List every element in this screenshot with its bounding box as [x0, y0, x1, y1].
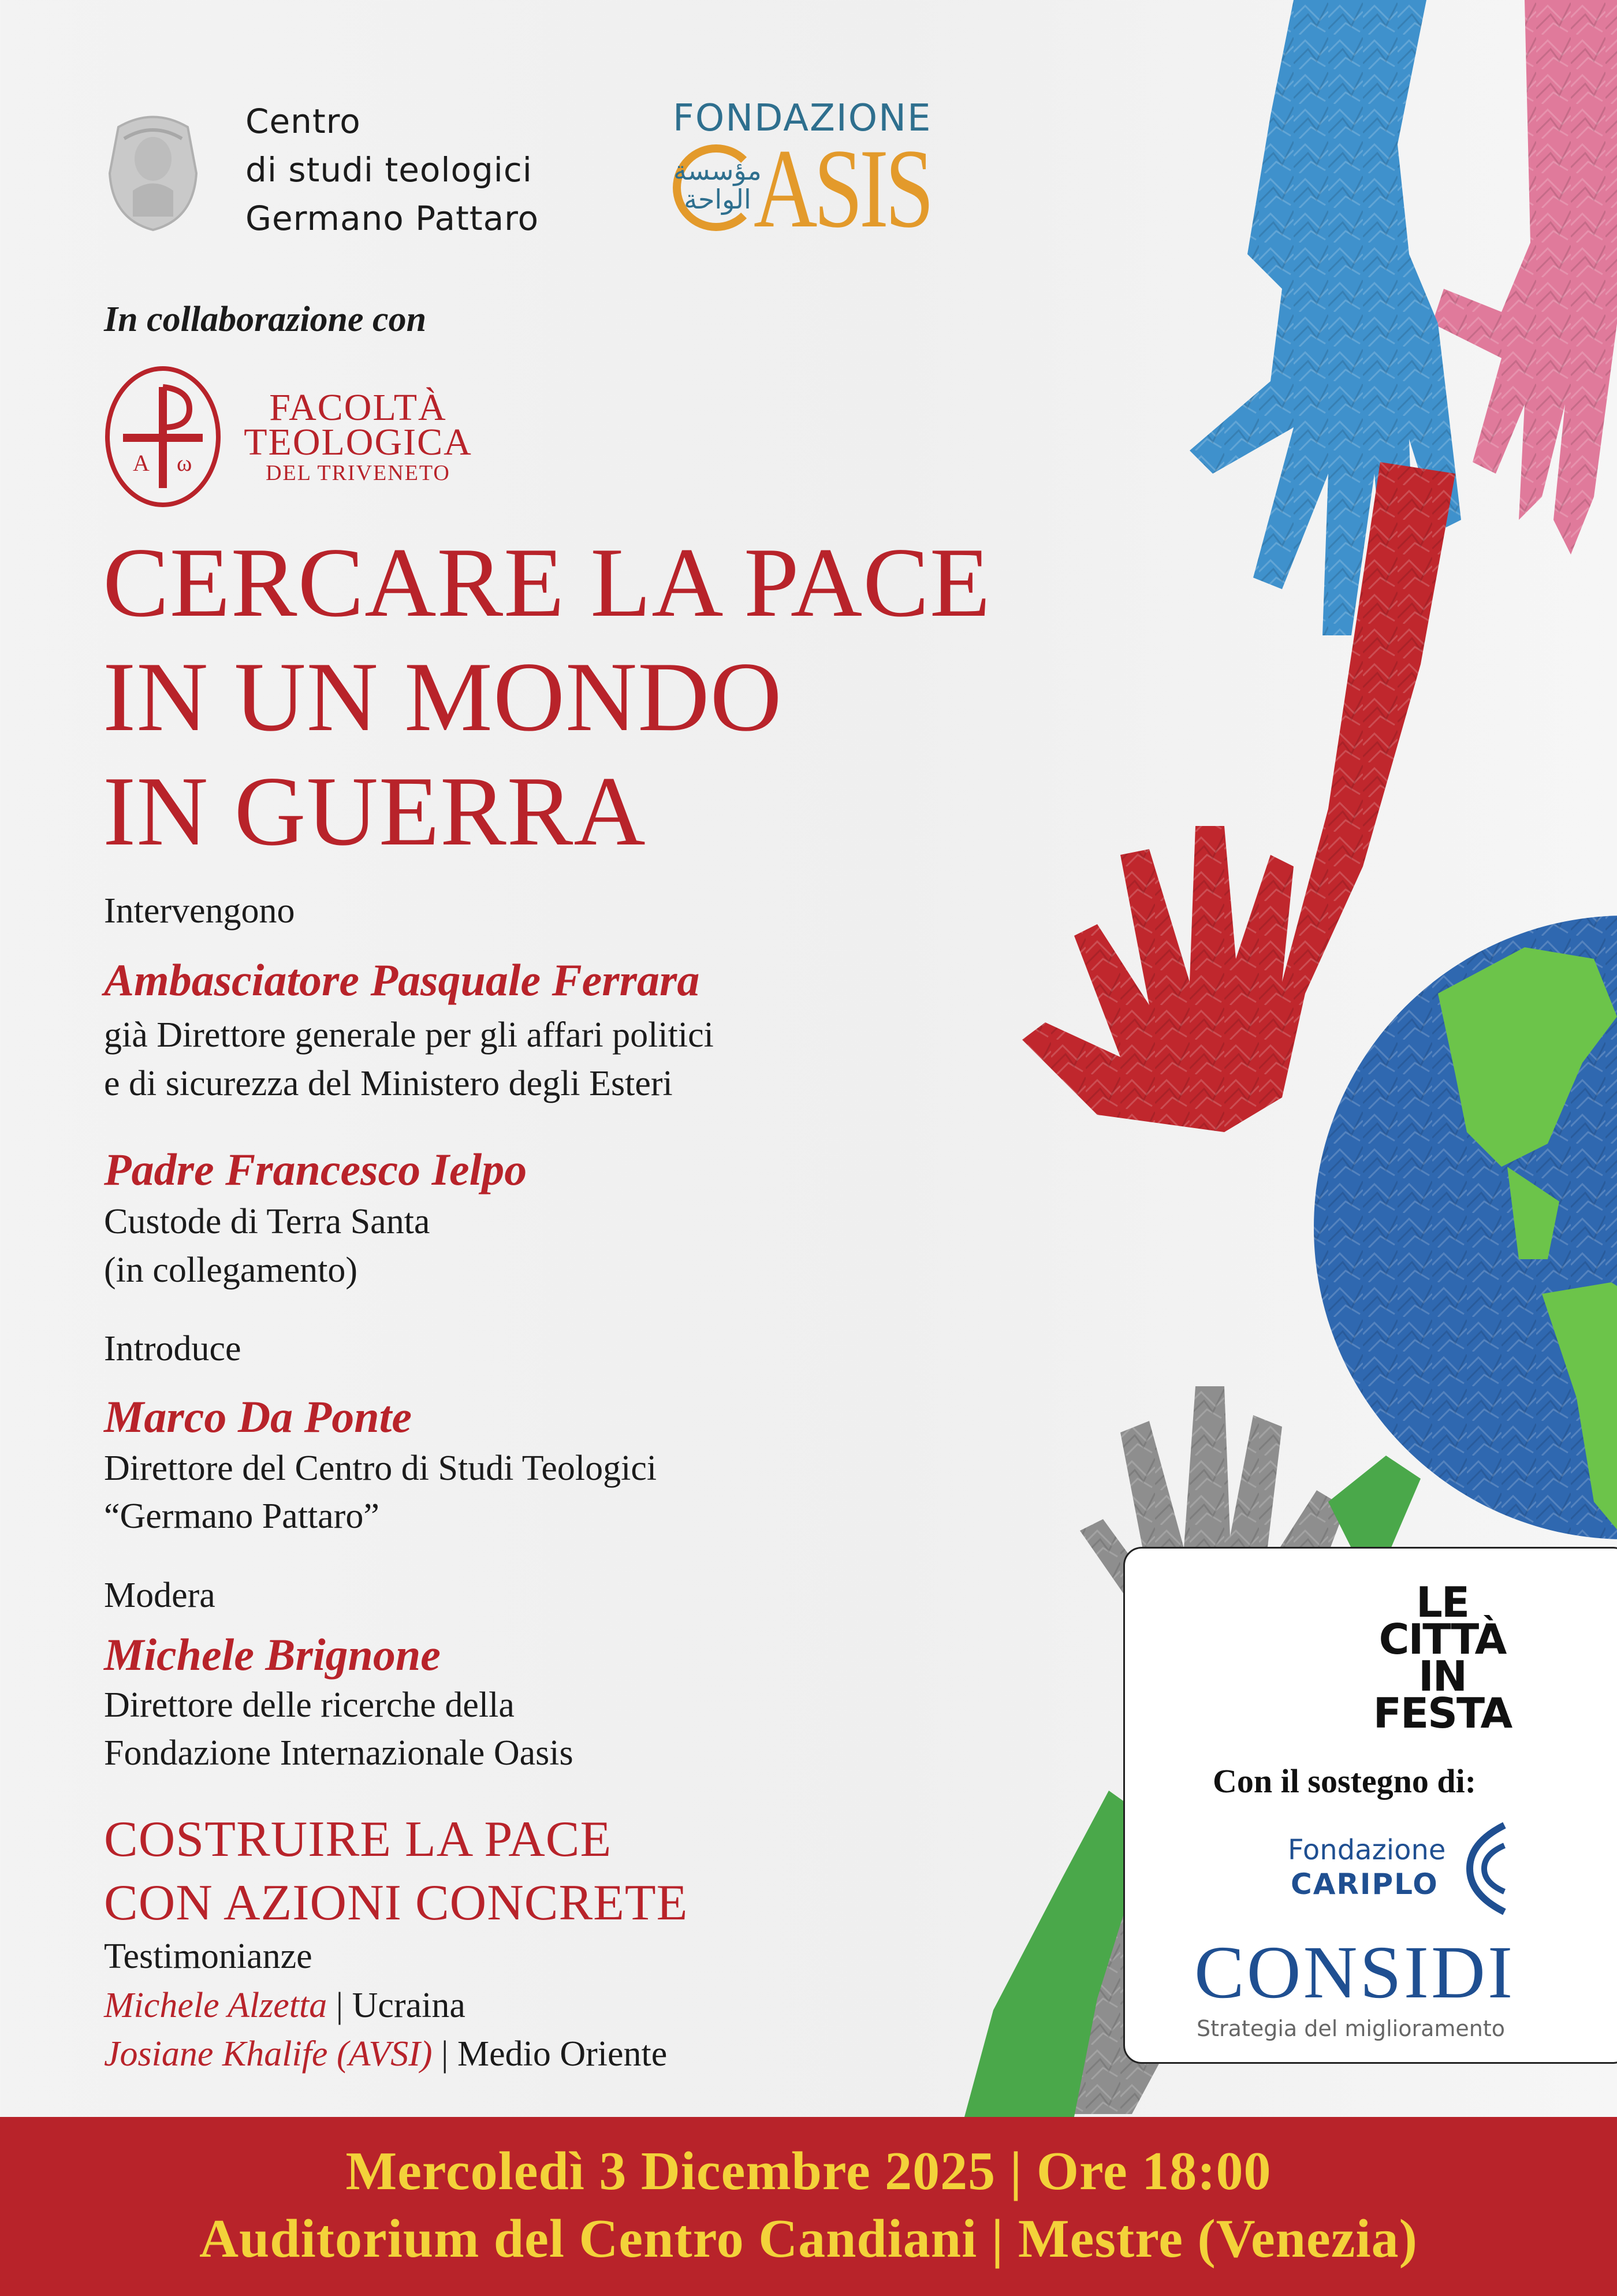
facolta-chi-rho-icon [103, 364, 223, 509]
centro-line: Centro [245, 102, 361, 141]
modera-label: Modera [104, 1576, 215, 1615]
facolta-line-3: DEL TRIVENETO [266, 461, 450, 485]
section-title: COSTRUIRE LA PACE [104, 1811, 612, 1867]
testimony-place: Ucraina [352, 1986, 465, 2025]
testimony-place: Medio Oriente [457, 2034, 668, 2074]
speaker-description: (in collegamento) [104, 1251, 357, 1290]
centro-seal-icon [101, 104, 205, 234]
lcf-line: FESTA [1373, 1689, 1512, 1737]
speaker-name: Padre Francesco Ielpo [104, 1144, 527, 1194]
title-line: CERCARE LA PACE [103, 528, 991, 638]
speaker-description: Custode di Terra Santa [104, 1202, 430, 1241]
introduce-label: Introduce [104, 1329, 241, 1368]
speaker-name: Ambasciatore Pasquale Ferrara [104, 955, 700, 1005]
testimony-name: Josiane Khalife (AVSI) [104, 2034, 433, 2074]
considi-tagline: Strategia del miglioramento [1197, 2016, 1505, 2041]
speaker-name: Michele Brignone [104, 1629, 441, 1680]
speaker-description: e di sicurezza del Ministero degli Esteri [104, 1064, 673, 1103]
facolta-line-2: TEOLOGICA [244, 421, 472, 463]
testimony-row [104, 2030, 667, 2078]
oasis-logo: ASIS [754, 126, 931, 251]
pink-hand [1432, 0, 1617, 555]
svg-text:A: A [133, 450, 150, 476]
lcf-line: LE [1415, 1578, 1469, 1627]
svg-text:ω: ω [177, 450, 192, 476]
title-line: IN GUERRA [103, 757, 646, 866]
event-title [103, 526, 991, 869]
event-venue: Auditorium del Centro Candiani | Mestre (Venezia) [199, 2209, 1418, 2269]
speaker-description: già Direttore generale per gli affari politici [104, 1015, 714, 1055]
cariplo-line-1: Fondazione [1288, 1834, 1446, 1866]
cariplo-logo-icon [1464, 1819, 1516, 1918]
intervengono-label: Intervengono [104, 891, 295, 931]
oasis-fondazione-label: FONDAZIONE [673, 97, 932, 140]
oasis-arabic-line: مؤسسة [673, 155, 762, 186]
event-date-time: Mercoledì 3 Dicembre 2025 | Ore 18:00 [345, 2141, 1272, 2201]
lcf-line: IN [1418, 1652, 1467, 1700]
lcf-line: CITTÀ [1378, 1615, 1506, 1664]
speaker-description: Fondazione Internazionale Oasis [104, 1733, 573, 1773]
cariplo-line-2: CARIPLO [1291, 1867, 1439, 1901]
considi-logo: CONSIDI [1194, 1931, 1515, 2014]
centro-line: Germano Pattaro [245, 199, 539, 238]
speaker-name: Marco Da Ponte [104, 1391, 412, 1442]
speaker-description: “Germano Pattaro” [104, 1497, 379, 1536]
testimony-separator: | [327, 1986, 352, 2025]
oasis-arabic-name [673, 156, 762, 214]
support-label: Con il sostegno di: [1213, 1762, 1477, 1800]
le-citta-in-festa-logo [1369, 1578, 1516, 1737]
section-title: CON AZIONI CONCRETE [104, 1875, 688, 1931]
testimony-row [104, 1981, 465, 2030]
testimony-name: Michele Alzetta [104, 1986, 327, 2025]
testimony-separator: | [432, 2034, 457, 2074]
title-line: IN UN MONDO [103, 642, 783, 752]
facolta-line-1: FACOLTÀ [269, 386, 447, 429]
speaker-description: Direttore delle ricerche della [104, 1685, 515, 1725]
centro-line: di studi teologici [245, 150, 532, 189]
oasis-arabic-line: الواحة [684, 184, 751, 215]
testimonianze-label: Testimonianze [104, 1937, 312, 1976]
collaboration-label: In collaborazione con [104, 300, 427, 339]
globe [1314, 916, 1617, 1539]
speaker-description: Direttore del Centro di Studi Teologici [104, 1449, 657, 1488]
centro-name [245, 97, 539, 243]
